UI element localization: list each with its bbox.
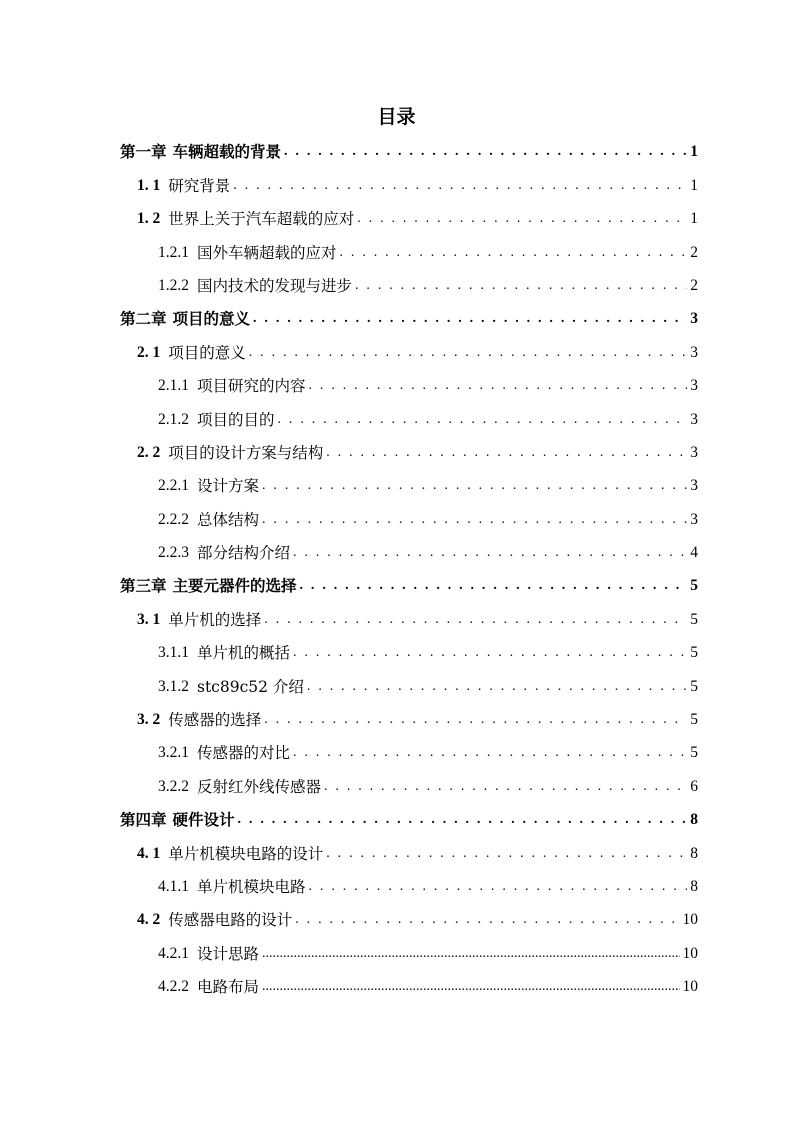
toc-entry-chapter[interactable] bbox=[120, 801, 698, 834]
dot-leader bbox=[264, 710, 687, 730]
toc-entry-section[interactable] bbox=[120, 901, 698, 934]
toc-entry-page-number: 5 bbox=[690, 577, 698, 595]
toc-entry-page-number: 10 bbox=[682, 911, 698, 929]
toc-entry-label: 研究背景 bbox=[168, 176, 231, 195]
dot-leader bbox=[293, 543, 687, 563]
toc-entry-section[interactable] bbox=[120, 200, 698, 233]
toc-entry-page-number: 5 bbox=[690, 744, 698, 762]
toc-entry-page-number: 10 bbox=[682, 944, 698, 962]
toc-entry-label: 硬件设计 bbox=[172, 811, 235, 830]
toc-entry-label: 国外车辆超载的应对 bbox=[197, 243, 337, 262]
toc-entry-page-number: 3 bbox=[690, 377, 698, 395]
toc-entry-label: 车辆超载的背景 bbox=[172, 143, 282, 162]
toc-entry-subsection[interactable] bbox=[120, 400, 698, 433]
toc-entry-number: 3. 1 bbox=[137, 610, 161, 628]
toc-entry-number: 2.2.1 bbox=[158, 477, 189, 495]
toc-entry-label: 传感器电路的设计 bbox=[168, 911, 293, 930]
toc-entry-label: stc89c52 介绍 bbox=[197, 677, 304, 696]
toc-entry-section[interactable] bbox=[120, 834, 698, 867]
toc-entry-page-number: 1 bbox=[690, 176, 698, 194]
dot-leader bbox=[326, 443, 687, 463]
toc-entry-label: 单片机的选择 bbox=[168, 610, 262, 629]
toc-entry-page-number: 2 bbox=[690, 276, 698, 294]
toc-entry-page-number: 2 bbox=[690, 243, 698, 261]
toc-entry-section[interactable] bbox=[120, 333, 698, 366]
dot-leader bbox=[300, 576, 688, 596]
toc-entry-section[interactable] bbox=[120, 701, 698, 734]
toc-entry-number: 第四章 bbox=[120, 811, 167, 830]
dot-leader bbox=[295, 910, 679, 930]
toc-entry-subsection[interactable] bbox=[120, 267, 698, 300]
dot-leader bbox=[355, 276, 687, 296]
toc-entry-subsection[interactable] bbox=[120, 968, 698, 1001]
toc-entry-number: 4.2.2 bbox=[158, 978, 189, 996]
toc-entry-subsection[interactable] bbox=[120, 934, 698, 967]
toc-entry-subsection[interactable] bbox=[120, 868, 698, 901]
table-of-contents bbox=[120, 133, 698, 1001]
toc-entry-page-number: 3 bbox=[690, 443, 698, 461]
toc-entry-page-number: 10 bbox=[682, 978, 698, 996]
dot-leader bbox=[262, 977, 679, 997]
toc-entry-subsection[interactable] bbox=[120, 734, 698, 767]
toc-entry-number: 第二章 bbox=[120, 310, 167, 329]
toc-entry-chapter[interactable] bbox=[120, 133, 698, 166]
dot-leader bbox=[340, 243, 688, 263]
toc-entry-number: 3.1.1 bbox=[158, 644, 189, 662]
toc-entry-number: 3.2.1 bbox=[158, 744, 189, 762]
toc-title: 目录 bbox=[377, 106, 416, 128]
toc-entry-page-number: 1 bbox=[690, 210, 698, 228]
toc-entry-page-number: 3 bbox=[690, 477, 698, 495]
toc-entry-page-number: 5 bbox=[690, 711, 698, 729]
toc-entry-subsection[interactable] bbox=[120, 534, 698, 567]
toc-entry-chapter[interactable] bbox=[120, 567, 698, 600]
toc-entry-subsection[interactable] bbox=[120, 500, 698, 533]
toc-entry-page-number: 1 bbox=[690, 143, 698, 161]
toc-entry-label: 设计思路 bbox=[197, 944, 260, 963]
toc-entry-subsection[interactable] bbox=[120, 667, 698, 700]
toc-entry-page-number: 3 bbox=[690, 410, 698, 428]
dot-leader bbox=[326, 844, 687, 864]
toc-entry-page-number: 5 bbox=[690, 644, 698, 662]
toc-entry-number: 4. 2 bbox=[137, 911, 161, 929]
toc-entry-number: 第三章 bbox=[120, 577, 167, 596]
toc-entry-label: 主要元器件的选择 bbox=[172, 577, 297, 596]
toc-entry-page-number: 6 bbox=[690, 777, 698, 795]
toc-entry-page-number: 8 bbox=[690, 811, 698, 829]
toc-entry-label: 单片机的概括 bbox=[197, 644, 291, 663]
toc-entry-number: 1. 2 bbox=[137, 210, 161, 228]
dot-leader bbox=[293, 743, 687, 763]
toc-entry-number: 2.2.2 bbox=[158, 510, 189, 528]
toc-entry-number: 1.2.2 bbox=[158, 276, 189, 294]
toc-entry-number: 2. 1 bbox=[137, 343, 161, 361]
dot-leader bbox=[357, 209, 687, 229]
toc-entry-number: 第一章 bbox=[120, 143, 167, 162]
toc-entry-page-number: 5 bbox=[690, 677, 698, 695]
toc-entry-number: 3.2.2 bbox=[158, 777, 189, 795]
toc-entry-subsection[interactable] bbox=[120, 634, 698, 667]
toc-entry-number: 3.1.2 bbox=[158, 677, 189, 695]
toc-entry-number: 1.2.1 bbox=[158, 243, 189, 261]
toc-entry-number: 2.1.2 bbox=[158, 410, 189, 428]
toc-entry-label: 单片机模块电路 bbox=[197, 877, 306, 896]
dot-leader bbox=[262, 510, 687, 530]
toc-entry-label: 传感器的对比 bbox=[197, 744, 291, 763]
toc-entry-subsection[interactable] bbox=[120, 233, 698, 266]
toc-entry-subsection[interactable] bbox=[120, 367, 698, 400]
toc-entry-label: 项目的意义 bbox=[172, 310, 251, 329]
dot-leader bbox=[264, 610, 687, 630]
toc-entry-section[interactable] bbox=[120, 434, 698, 467]
toc-entry-label: 项目研究的内容 bbox=[197, 377, 306, 396]
toc-entry-label: 电路布局 bbox=[197, 978, 260, 997]
toc-entry-number: 4.2.1 bbox=[158, 944, 189, 962]
toc-entry-label: 单片机模块电路的设计 bbox=[168, 844, 324, 863]
toc-entry-number: 1. 1 bbox=[137, 176, 161, 194]
toc-entry-number: 4. 1 bbox=[137, 844, 161, 862]
toc-entry-page-number: 8 bbox=[690, 877, 698, 895]
toc-entry-page-number: 3 bbox=[690, 310, 698, 328]
toc-entry-label: 世界上关于汽车超载的应对 bbox=[168, 210, 355, 229]
toc-entry-label: 设计方案 bbox=[197, 477, 260, 496]
dot-leader bbox=[309, 376, 688, 396]
dot-leader bbox=[324, 777, 687, 797]
dot-leader bbox=[307, 677, 687, 697]
toc-entry-subsection[interactable] bbox=[120, 767, 698, 800]
dot-leader bbox=[262, 944, 679, 964]
toc-entry-page-number: 4 bbox=[690, 544, 698, 562]
dot-leader bbox=[293, 643, 687, 663]
toc-entry-label: 项目的意义 bbox=[168, 343, 246, 362]
toc-entry-page-number: 5 bbox=[690, 610, 698, 628]
toc-entry-number: 2.1.1 bbox=[158, 377, 189, 395]
toc-entry-label: 国内技术的发现与进步 bbox=[197, 276, 353, 295]
toc-entry-label: 反射红外线传感器 bbox=[197, 777, 322, 796]
toc-entry-number: 2.2.3 bbox=[158, 544, 189, 562]
toc-entry-page-number: 3 bbox=[690, 343, 698, 361]
dot-leader bbox=[262, 476, 687, 496]
toc-entry-label: 项目的目的 bbox=[197, 410, 275, 429]
dot-leader bbox=[253, 309, 687, 329]
toc-entry-number: 4.1.1 bbox=[158, 877, 189, 895]
dot-leader bbox=[238, 810, 688, 830]
toc-entry-label: 项目的设计方案与结构 bbox=[168, 443, 324, 462]
toc-entry-page-number: 8 bbox=[690, 844, 698, 862]
toc-entry-subsection[interactable] bbox=[120, 467, 698, 500]
toc-entry-chapter[interactable] bbox=[120, 300, 698, 333]
dot-leader bbox=[278, 410, 688, 430]
toc-entry-number: 3. 2 bbox=[137, 711, 161, 729]
toc-entry-label: 传感器的选择 bbox=[168, 711, 262, 730]
toc-entry-label: 总体结构 bbox=[197, 510, 260, 529]
dot-leader bbox=[309, 877, 688, 897]
toc-entry-section[interactable] bbox=[120, 600, 698, 633]
toc-entry-section[interactable] bbox=[120, 166, 698, 199]
dot-leader bbox=[233, 176, 687, 196]
dot-leader bbox=[284, 142, 687, 162]
toc-entry-label: 部分结构介绍 bbox=[197, 544, 291, 563]
toc-entry-number: 2. 2 bbox=[137, 443, 161, 461]
toc-entry-page-number: 3 bbox=[690, 510, 698, 528]
dot-leader bbox=[249, 343, 687, 363]
